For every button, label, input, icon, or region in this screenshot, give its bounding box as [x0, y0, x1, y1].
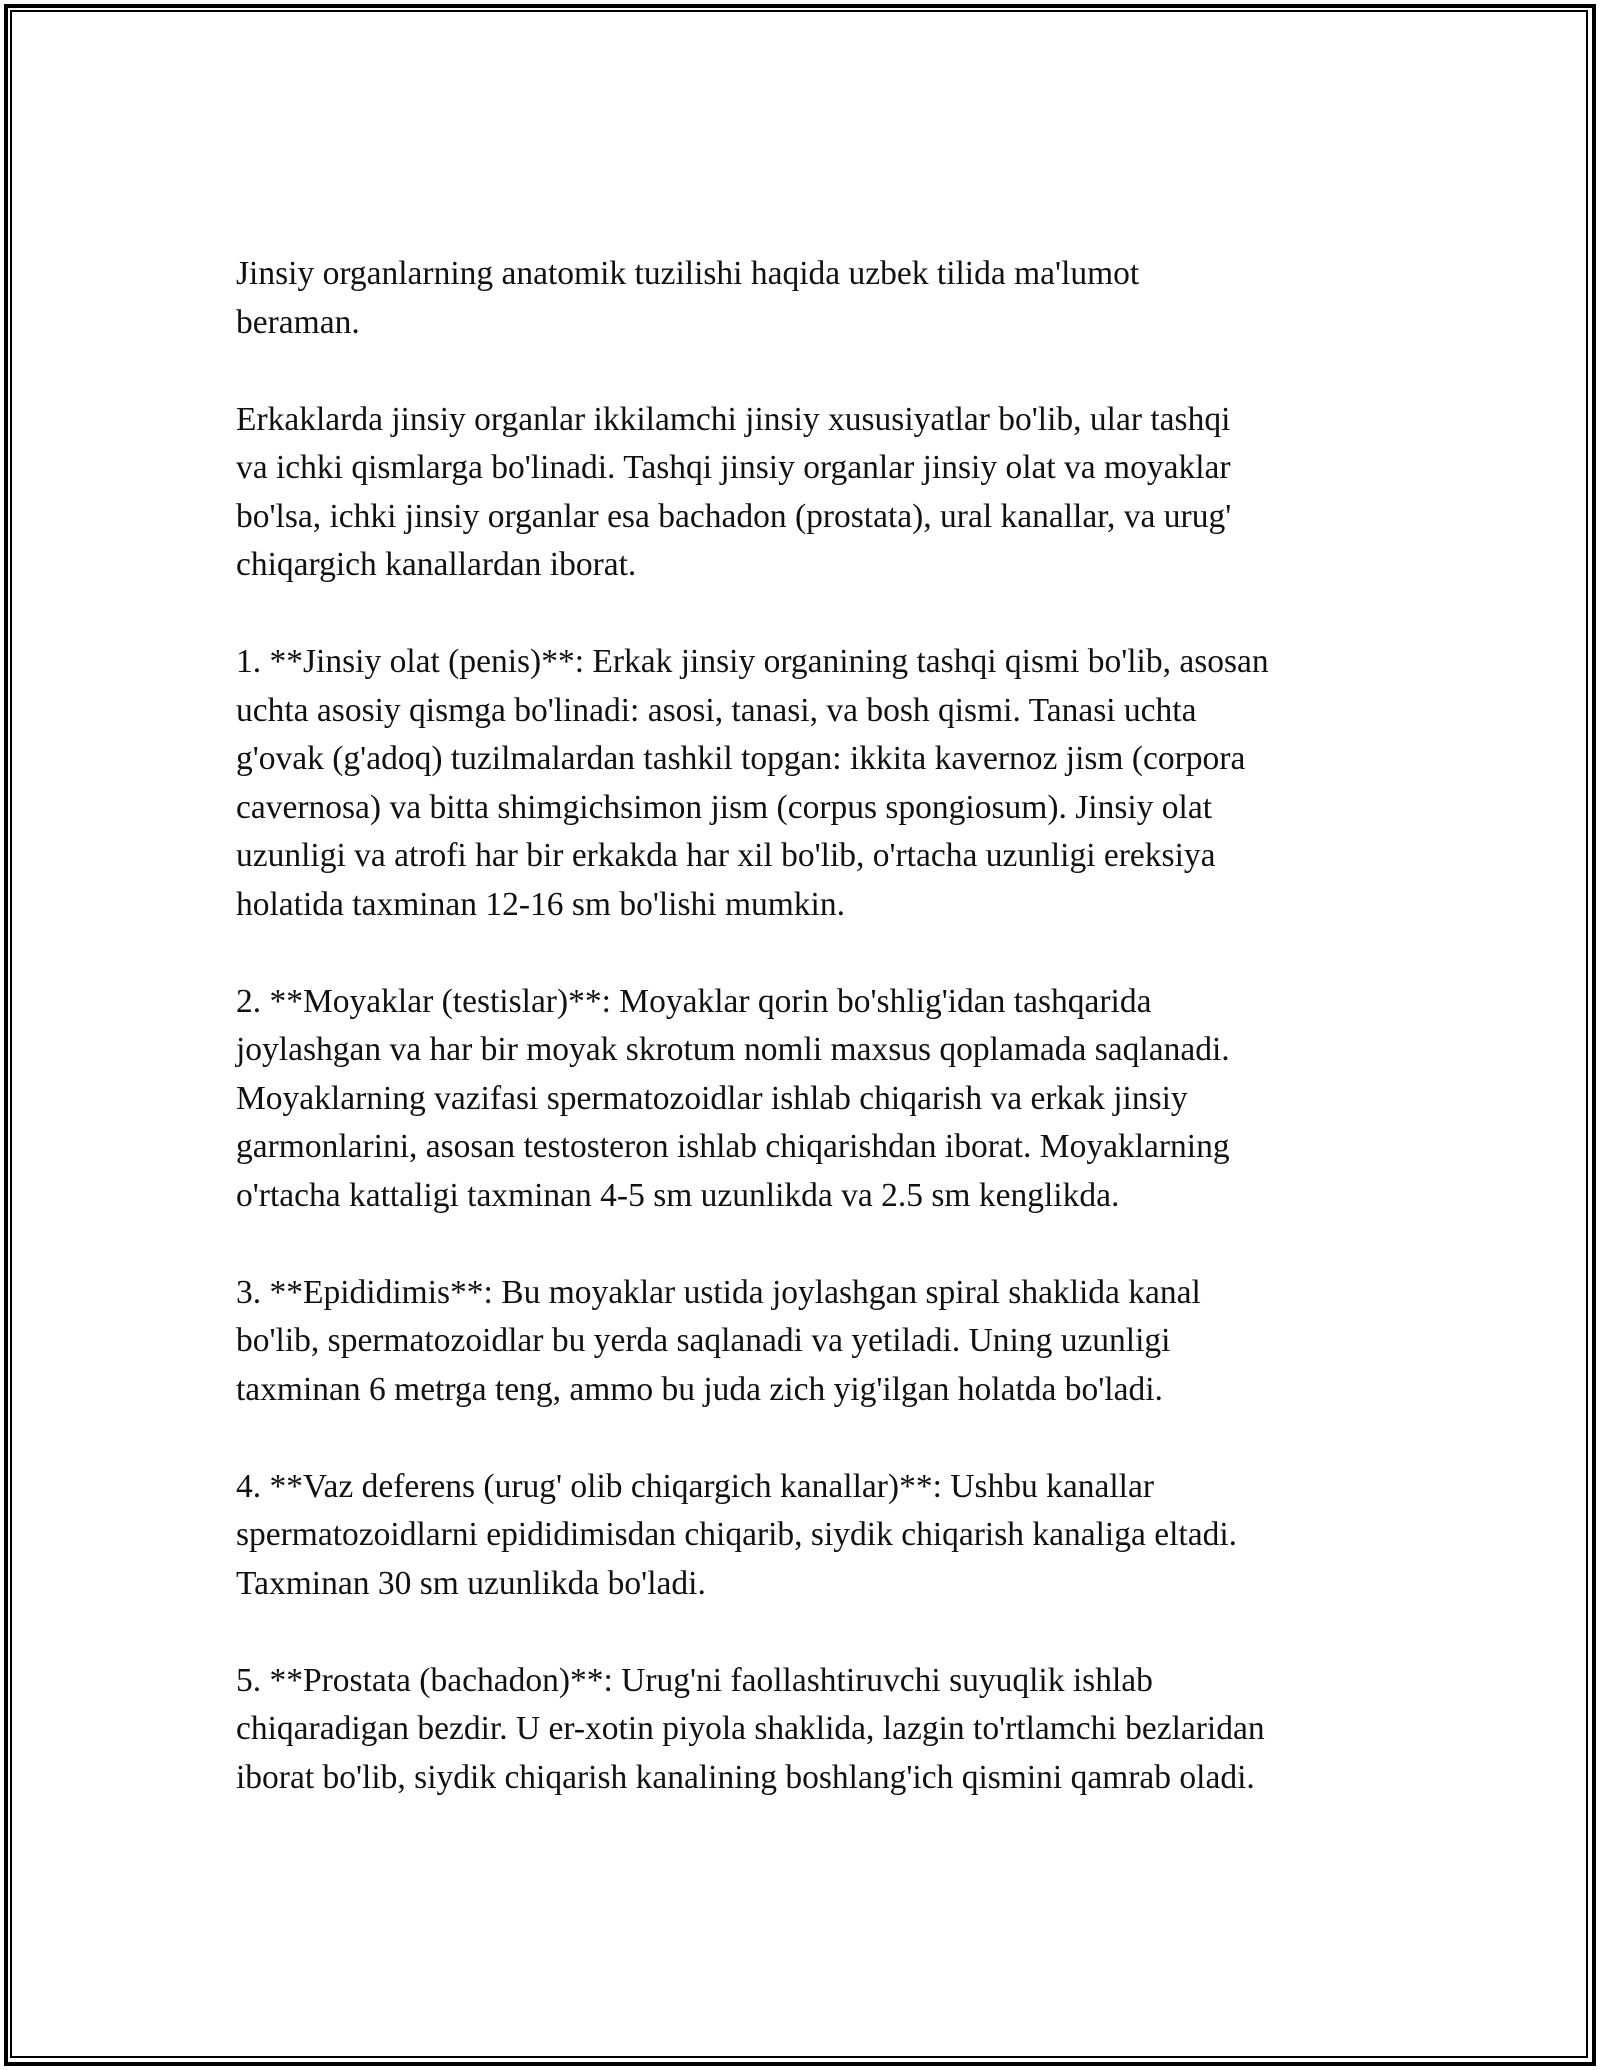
- list-item-testes: 2. **Moyaklar (testislar)**: Moyaklar qorin bo'shlig'idan tashqarida joylashgan va har bir moyak skrotum nomli maxsus qoplamada saqlanadi. Moyaklarning vazifasi spermatozoidlar ishlab chiqarish va erkak jinsiy garmonlarini, asosan testosteron ishlab chiqarishdan iborat. Moyaklarning o'rtacha kattaligi taxminan 4-5 sm uzunlikda va 2.5 sm kenglikda.: [236, 982, 1230, 1214]
- list-item-epididymis: 3. **Epididimis**: Bu moyaklar ustida joylashgan spiral shaklida kanal bo'lib, spermatozoidlar bu yerda saqlanadi va yetiladi. Uning uzunligi taxminan 6 metrga teng, ammo bu juda zich yig'ilgan holatda bo'ladi.: [236, 1273, 1201, 1408]
- intro-paragraph: Jinsiy organlarning anatomik tuzilishi haqida uzbek tilida ma'lumot beraman.: [236, 255, 1140, 341]
- list-item-prostate: 5. **Prostata (bachadon)**: Urug'ni faollashtiruvchi suyuqlik ishlab chiqaradigan bezdir. U er-xotin piyola shaklida, lazgin to'rtlamchi bezlaridan iborat bo'lib, siydik chiqarish kanalining boshlang'ich qismini qamrab oladi.: [236, 1661, 1265, 1796]
- overview-paragraph: Erkaklarda jinsiy organlar ikkilamchi jinsiy xususiyatlar bo'lib, ular tashqi va ichki qismlarga bo'linadi. Tashqi jinsiy organlar jinsiy olat va moyaklar bo'lsa, ichki jinsiy organlar esa bachadon (prostata), ural kanallar, va urug' chiqargich kanallardan iborat.: [236, 400, 1232, 583]
- document-body: [236, 250, 1386, 1851]
- list-item-vas-deferens: 4. **Vaz deferens (urug' olib chiqargich kanallar)**: Ushbu kanallar spermatozoidlarni epididimisdan chiqarib, siydik chiqarish kanaliga eltadi. Taxminan 30 sm uzunlikda bo'ladi.: [236, 1467, 1238, 1602]
- list-item-penis: 1. **Jinsiy olat (penis)**: Erkak jinsiy organining tashqi qismi bo'lib, asosan uchta asosiy qismga bo'linadi: asosi, tanasi, va bosh qismi. Tanasi uchta g'ovak (g'adoq) tuzilmalardan tashkil topgan: ikkita kavernoz jism (corpora cavernosa) va bitta shimgichsimon jism (corpus spongiosum). Jinsiy olat uzunligi va atrofi har bir erkakda har xil bo'lib, o'rtacha uzunligi ereksiya holatida taxminan 12-16 sm bo'lishi mumkin.: [236, 643, 1269, 923]
